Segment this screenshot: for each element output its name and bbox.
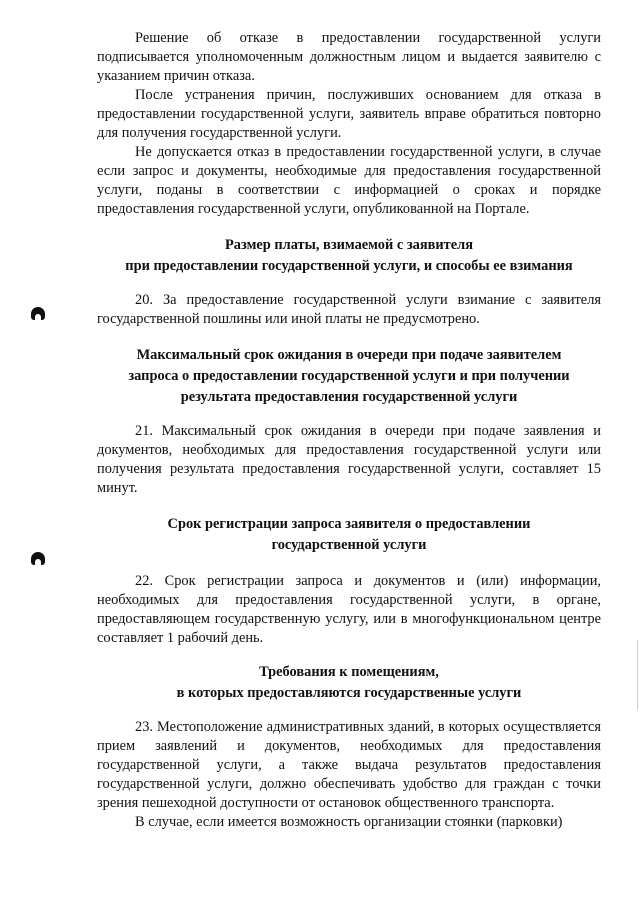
document-body — [97, 29, 601, 832]
paragraph-no-refusal: Не допускается отказ в предоставлении государственной услуги, в случае если запрос и документы, необходимые для предоставления государственной услуги, поданы в соответствии с информацией о сроках и порядке предоставления государственной услуги, опубликованной на Портале. — [97, 144, 601, 217]
paragraph-21-queue: 21. Максимальный срок ожидания в очереди при подаче заявления и документов, необходимых для предоставления государственной услуги или получения результата предоставления государственной услуги, составляет 15 минут. — [97, 423, 601, 496]
heading-fee-line2: при предоставлении государственной услуги, и способы ее взимания — [125, 258, 573, 274]
heading-premises-line2: в которых предоставляются государственные услуги — [176, 685, 522, 701]
heading-registration-line2: государственной услуги — [271, 537, 427, 553]
heading-registration-line1: Срок регистрации запроса заявителя о предоставлении — [167, 516, 531, 532]
punch-hole-mark-bottom — [31, 552, 45, 565]
heading-fee-line1: Размер платы, взимаемой с заявителя — [225, 237, 473, 253]
paragraph-refusal-signing: Решение об отказе в предоставлении государственной услуги подписывается уполномоченным должностным лицом и выдается заявителю с указанием причин отказа. — [97, 30, 601, 84]
heading-queue-line1: Максимальный срок ожидания в очереди при подаче заявителем — [136, 347, 562, 363]
paragraph-22-registration: 22. Срок регистрации запроса и документов и (или) информации, необходимых для предоставления государственной услуги, в органе, предоставляющем государственную услугу, или в многофункциональном центре составляет 1 рабочий день. — [97, 573, 601, 646]
scan-edge-mark — [637, 640, 638, 710]
heading-queue-line2: запроса о предоставлении государственной услуги и при получении — [128, 368, 570, 384]
heading-premises-line1: Требования к помещениям, — [259, 664, 439, 680]
paragraph-20-fee: 20. За предоставление государственной услуги взимание с заявителя государственной пошлины или иной платы не предусмотрено. — [97, 292, 601, 327]
paragraph-23-premises: 23. Местоположение административных зданий, в которых осуществляется прием заявлений и документов, необходимых для предоставления государственной услуги, а также выдача результатов предоставления государственной услуги, должно обеспечивать удобство для граждан с точки зрения пешеходной доступности от остановок общественного транспорта. — [97, 719, 601, 811]
punch-hole-mark-top — [31, 307, 45, 320]
paragraph-parking: В случае, если имеется возможность организации стоянки (парковки) — [135, 814, 563, 830]
heading-queue-line3: результата предоставления государственной услуги — [180, 389, 518, 405]
paragraph-reapply: После устранения причин, послуживших основанием для отказа в предоставлении государственной услуги, заявитель вправе обратиться повторно для получения государственной услуги. — [97, 87, 601, 141]
